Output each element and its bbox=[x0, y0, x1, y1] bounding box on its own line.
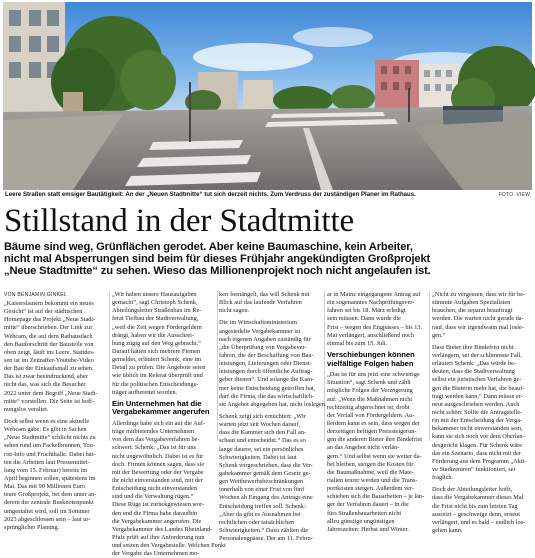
text-line: Die im Wirtschaftsministerium bbox=[219, 319, 297, 327]
text-line: Blick auf das laufende Verfahren bbox=[219, 299, 302, 307]
column-rule bbox=[324, 291, 325, 441]
text-line: wie üblich im Referat überprüft und bbox=[112, 372, 203, 380]
text-line: ve Stadtzentren“ funktioniert, sei bbox=[432, 465, 516, 473]
text-line: gehen kann. bbox=[432, 526, 463, 534]
text-line: Webcam gäbe: Es gibt in Sachen bbox=[4, 426, 87, 434]
text-line: der Verfall von Fördergeldern. Au- bbox=[327, 411, 415, 419]
text-line: den und die Firma habe daraufhin bbox=[112, 509, 198, 517]
text-line: gen die anderen Bieter ihre Bindefrist bbox=[327, 436, 422, 444]
text-line: „Kaiserslautern bekommt ein neues bbox=[4, 300, 94, 307]
text-line: Doch selbst wenn es eine aktuelle bbox=[4, 417, 90, 425]
article-column-5 bbox=[432, 291, 532, 534]
text-line: rauf, dass wir irgendwann mal losle- bbox=[432, 323, 524, 331]
text-line: ar in Mainz eingegangene Antrag auf bbox=[327, 291, 421, 298]
text-line: „weil die Zeit wegen Fördergeldern bbox=[112, 323, 202, 331]
text-line: portkosten steigen. Außerdem ver- bbox=[327, 485, 414, 493]
text-line: mer keine Entscheidung getroffen hat, bbox=[219, 384, 316, 392]
text-line: Jahreszeiten: Herbst und Winter. bbox=[327, 525, 409, 533]
column-4-text-top bbox=[327, 291, 427, 348]
text-line: tragt werden kann.“ Dann müsse er- bbox=[432, 392, 523, 400]
text-line: Vergabekammer des Landes Rheinland- bbox=[112, 525, 213, 533]
article-column-3 bbox=[219, 291, 327, 543]
subhead-line: vielfältige Folgen haben bbox=[327, 358, 414, 368]
text-line: 2022 unter dem Begriff „Neue Stadt- bbox=[4, 389, 98, 397]
text-line: die Baumaßnahme, weil die Mate- bbox=[327, 468, 414, 476]
text-line: derem der zentrale Busknotenpunkt bbox=[4, 499, 94, 507]
text-line: träger aufbereitet worden. bbox=[112, 388, 178, 396]
text-line: lange dauere, sei ein persönliches bbox=[219, 445, 304, 453]
deck bbox=[4, 242, 531, 277]
text-line: dass die Vergabekammer dieses Mal bbox=[432, 494, 524, 502]
article-column-2 bbox=[112, 291, 226, 558]
column-4-text-bottom bbox=[327, 371, 427, 534]
text-line: gen Wettbewerbsbeschränkungen bbox=[219, 478, 304, 486]
article-photo bbox=[3, 2, 532, 190]
text-line: verlängern, sei der schlimmste Fall, bbox=[432, 351, 522, 359]
text-line: rist-Info und Fruchthalle. Dabei hät- bbox=[4, 450, 96, 458]
text-line: sind und die Verwaltung rügen.“ bbox=[112, 493, 194, 501]
text-line: schieben sich die Bauarbeiten – je län- bbox=[327, 493, 425, 501]
text-line: mit der Bewertung oder der Vergabe bbox=[112, 468, 204, 476]
text-line: schwert. Schenk: „Das ist für uns bbox=[112, 444, 196, 452]
text-line: oben zeigt, läuft ins Leere. Stattdes- bbox=[4, 348, 95, 356]
text-line: bei bleiben, steigen die Kosten für bbox=[327, 460, 414, 468]
article-column-4 bbox=[327, 291, 427, 533]
text-line: Schwierigkeiten. Dabei ist laut bbox=[219, 453, 297, 461]
text-line: selbst ein juristisches Verfahren ge- bbox=[432, 376, 522, 384]
text-line: ein sogenanntes Nachprüfungsver- bbox=[327, 299, 415, 307]
text-line: desgericht klagen. Für Schenk wäre bbox=[432, 441, 523, 449]
text-line: erläutert Schenk: „Das würde be- bbox=[432, 360, 516, 368]
subhead-verschiebungen bbox=[327, 351, 427, 368]
text-line: April beginnen sollen, spätestens im bbox=[4, 474, 96, 482]
text-line: „Aber da gibt es Ausnahmen bei bbox=[219, 510, 301, 518]
column-2-text-bottom bbox=[112, 420, 226, 558]
subhead-line: Ein Unternehmen hat die bbox=[112, 398, 202, 408]
text-line: doch. Firmen können sagen, dass sie bbox=[112, 460, 205, 468]
text-line: fahren, die der Beschaffung von Bau- bbox=[219, 351, 314, 359]
text-line: gemeldet, erläutert Schenk, eine im bbox=[112, 356, 202, 364]
text-line: mögliche Folgen der Verzögerung bbox=[327, 387, 413, 395]
text-line: nicht sagen. bbox=[219, 307, 250, 315]
text-line: Schenk zeigt sich ernüchtert: „Wir bbox=[219, 412, 306, 420]
text-line: und setzen den Vergabestelle. Welchen Punkt bbox=[112, 542, 226, 550]
text-line: Dass Bieter ihre Bindefrist nicht bbox=[432, 343, 514, 351]
text-line: Mai. Das mit 90 Millionen Euro bbox=[4, 483, 86, 491]
text-line: ausreizt – geschweige denn, erneut bbox=[432, 510, 520, 518]
text-line: „Das ist für uns jetzt eine schwierige bbox=[327, 371, 420, 379]
text-line: Entscheidung treffen soll. Schenk: bbox=[219, 502, 306, 510]
text-line: einmal bis zum 15. Juli. bbox=[327, 339, 388, 347]
text-line: sein müssen. Dann wurde die bbox=[327, 315, 401, 323]
text-line: der Vergabe das Unternehmen mo- bbox=[112, 550, 200, 558]
text-line: Allerdings habe sich ein auf die Auf- bbox=[112, 420, 206, 428]
text-line: umgestaltet wird, soll im Sommer bbox=[4, 507, 90, 515]
text-line: mitte“ überschrieben. Der Link zur bbox=[4, 324, 93, 332]
column-rule bbox=[217, 291, 218, 441]
text-line: leistungen, Lieferungen oder Dienst- bbox=[219, 360, 312, 368]
text-line: nicht ungewöhnlich. Dabei ist es für bbox=[112, 452, 204, 460]
text-line: „Neue Stadtmitte“ schlicht nichts zu bbox=[4, 434, 96, 442]
text-line: gen die Bieterin mehr hat, die beauf- bbox=[432, 384, 525, 392]
text-line: Schwierigkeiten.“ Dazu zählten die bbox=[219, 526, 309, 534]
text-line: mitte“ vorstellen. Die Seite ist hoff- bbox=[4, 397, 95, 405]
deck-line: Bäume sind weg, Grünflächen gerodet. Aber keine Baumaschine, kein Arbeiter, bbox=[4, 241, 413, 253]
text-line: gen.“ bbox=[432, 331, 446, 339]
column-3-text bbox=[219, 291, 327, 543]
text-line: sehen rund um Fackelbrunnen, Tou- bbox=[4, 442, 95, 450]
text-line: teure Großprojekt, bei dem unter an- bbox=[4, 491, 97, 499]
text-line: Personalengpässe. Der am 11. Febru- bbox=[219, 535, 313, 543]
text-line: nicht das, was sich die Besucher bbox=[4, 381, 86, 389]
text-line: 2023 abgeschlossen sein – laut ur- bbox=[4, 515, 91, 523]
subhead-line: Vergabekammer angerufen bbox=[112, 407, 210, 417]
text-line: drängt, haben wir die Ausschrei- bbox=[112, 331, 195, 339]
deck-line: „Neue Stadtmitte“ zu sehen. Wieso das Millionenprojekt noch nicht angelaufen ist. bbox=[4, 264, 431, 277]
text-line: „Nicht zu vergessen, dass wir für be- bbox=[432, 291, 526, 298]
column-rule bbox=[429, 291, 430, 441]
text-line: fahren sei bis 18. März erledigt bbox=[327, 307, 406, 315]
street-scene-image bbox=[3, 2, 532, 190]
text-line: die Vergabekammer angerufen. Die bbox=[112, 517, 202, 525]
text-line: Schenk vorgeschrieben, dass die Ver- bbox=[219, 461, 313, 469]
text-line: Wochen ab Eingang des Antrags eine bbox=[219, 494, 313, 502]
text-line: Gesicht“ ist auf der städtischen bbox=[4, 308, 83, 316]
text-line: allzu günstige ungünstigen bbox=[327, 517, 395, 525]
text-line: lung vom 15. Februar) bereits im bbox=[4, 466, 88, 474]
text-line: Förderung aus dem Programm „Akti- bbox=[432, 457, 527, 465]
text-line: geber dienen“. Und solange die Kam- bbox=[219, 376, 315, 384]
text-line: warten jetzt seit Wochen darauf, bbox=[219, 421, 301, 429]
text-line: sen ist im Zeitraffer-Youtube-Video bbox=[4, 356, 94, 364]
text-line: rechtzeitig abgerechnet ist, droht bbox=[327, 403, 410, 411]
text-line: gemacht“, sagt Christoph Schenk, bbox=[112, 299, 198, 307]
text-line: nungslos veraltet. bbox=[4, 405, 49, 413]
headline: Stillstand in der Stadtmitte bbox=[4, 203, 355, 239]
photo-credit: FOTO: VIEW bbox=[498, 192, 530, 198]
text-line: Detail zu prüfen. Die Angebote seien bbox=[112, 364, 206, 372]
text-line: „die Überprüfung von Vergabever- bbox=[219, 343, 307, 351]
text-line: ßerdem kann es sein, dass wegen der bbox=[327, 420, 420, 428]
text-line: darf die Firma, die das wirtschaftlich- bbox=[219, 392, 315, 400]
article-column-1 bbox=[4, 291, 107, 531]
subhead-vergabekammer bbox=[112, 400, 215, 417]
text-line: der Bau der Einkaufsmall zu sehen. bbox=[4, 365, 94, 373]
text-line: brauchen, die separat beauftragt bbox=[432, 307, 513, 315]
text-line: ste Angebot abgegeben hat, nicht loslegen. bbox=[219, 400, 327, 408]
photo-caption: Leere Straßen statt emsiger Bautätigkeit: An der „Neuen Stadtmitte“ tut sich derzeit nichts. Zum Verdruss der zuständigen Planer im Rathaus. bbox=[5, 191, 416, 198]
text-line: leistungen durch öffentliche Auftrag- bbox=[219, 368, 313, 376]
text-line: für die politischen Entscheidungs- bbox=[112, 380, 199, 388]
text-line: verlängert, und es bald – endlich los- bbox=[432, 518, 526, 526]
text-line: Mai verlängert, anschließend noch bbox=[327, 331, 415, 339]
text-line: ger der Verfahren dauert – in die bbox=[327, 501, 409, 509]
text-line: den Bauforschritt der Baustelle von bbox=[4, 340, 94, 348]
subhead-line: Verschiebungen können bbox=[327, 349, 415, 359]
text-line: bekammer nicht einverstanden sein, bbox=[432, 425, 523, 433]
text-line: kann sie sich noch vor dem Oberlan- bbox=[432, 433, 525, 441]
text-line: von dem das Vergabeverfahren be- bbox=[112, 436, 200, 444]
text-line: Entscheidung nicht einverstanden bbox=[112, 485, 197, 493]
text-line: gabekammer gemäß dem Gesetz ge- bbox=[219, 469, 311, 477]
text-line: an das Angebot nicht verlän- bbox=[327, 444, 400, 452]
deck-line: nicht mal Absperrungen sind beim für dieses Frühjahr angekündigten Großprojekt bbox=[4, 252, 431, 265]
column-2-text-top bbox=[112, 291, 215, 397]
text-line: Situation“, sagt Schenk und zählt bbox=[327, 379, 411, 387]
text-line: die Frist nicht bis zum letzten Tag bbox=[432, 502, 518, 510]
text-line: stimmte Aufgaben Spezialisten bbox=[432, 299, 511, 307]
text-line: innerhalb von einer Frist von fünf bbox=[219, 486, 305, 494]
text-line: sprünglicher Planung. bbox=[4, 523, 60, 531]
text-line: Doch der Abteilungsleiter hofft, bbox=[432, 486, 513, 494]
text-line: Frist – wegen des Engpasses – bis 13. bbox=[327, 323, 423, 331]
text-line: ihr nicht einverstanden sind, mit der bbox=[112, 477, 203, 484]
text-line: kert bemängelt, das will Schenk mit bbox=[219, 291, 310, 298]
text-line: ten die Arbeiten laut Pressemittei- bbox=[4, 458, 90, 466]
text-line: Das ist zwar beeindruckend, aber bbox=[4, 373, 88, 381]
text-line: Pfalz prüft auf ihre Anforderung nun bbox=[112, 533, 205, 541]
text-line: nach eigenen Angaben zuständig für bbox=[219, 335, 311, 343]
text-line: fraglich. bbox=[432, 474, 454, 482]
photo-caption-bar bbox=[3, 190, 532, 200]
text-line: das ein Szenario, dass nicht mit der bbox=[432, 449, 522, 457]
text-line: dass die Kammer sich den Fall an- bbox=[219, 429, 307, 437]
text-line: rin mit der Entscheidung der Verga- bbox=[432, 417, 523, 425]
text-line: Darauf hätten sich mehrere Firmen bbox=[112, 347, 201, 355]
text-line: fürs Straßenbauarbeiten nicht bbox=[327, 509, 402, 517]
text-line: schaut und entscheidet.“ Das es so bbox=[219, 437, 306, 445]
text-line: derzeitigen heftigen Preissteigerun- bbox=[327, 428, 417, 436]
text-line: angesiedelte Vergabekammer ist bbox=[219, 327, 301, 335]
byline: VON BENJAMIN GINKEL bbox=[4, 292, 67, 298]
text-line: ferat Tiefbau der Stadtverwaltung, bbox=[112, 315, 199, 323]
text-line: Abteilungsleiter Straßenbau im Re- bbox=[112, 307, 202, 315]
text-line: auf: „Wenn die Maßnahmen nicht bbox=[327, 395, 413, 403]
text-line: werden. Die warten nicht gerade da- bbox=[432, 315, 524, 323]
text-line: bung zügig auf den Weg gebracht.“ bbox=[112, 339, 201, 347]
text-line: rechtlichen oder tatsächlichen bbox=[219, 518, 295, 526]
column-rule bbox=[109, 291, 110, 441]
text-line: Webcam, die auf dem Rathausdach bbox=[4, 332, 93, 340]
text-line: „Wir haben unsere Hausaufgaben bbox=[112, 291, 197, 298]
column-1-text bbox=[4, 300, 107, 532]
text-line: deuten, dass die Stadtverwaltung bbox=[432, 368, 515, 376]
text-line: neut ausgeschrieben werden. Auch bbox=[432, 400, 520, 408]
text-line: gern.“ Und selbst wenn sie weiter da- bbox=[327, 452, 422, 460]
text-line: träge mitbietendes Unternehmen bbox=[112, 428, 195, 436]
text-line: rialien teurer werden und die Trans- bbox=[327, 477, 418, 484]
column-5-text bbox=[432, 291, 532, 535]
text-line: Diese Rüge ist zurückgewiesen wor- bbox=[112, 501, 205, 509]
text-line: Homepage das Projekt „Neue Stadt- bbox=[4, 316, 96, 324]
text-line: nicht schön: Sollte die Antragstelle- bbox=[432, 408, 523, 416]
